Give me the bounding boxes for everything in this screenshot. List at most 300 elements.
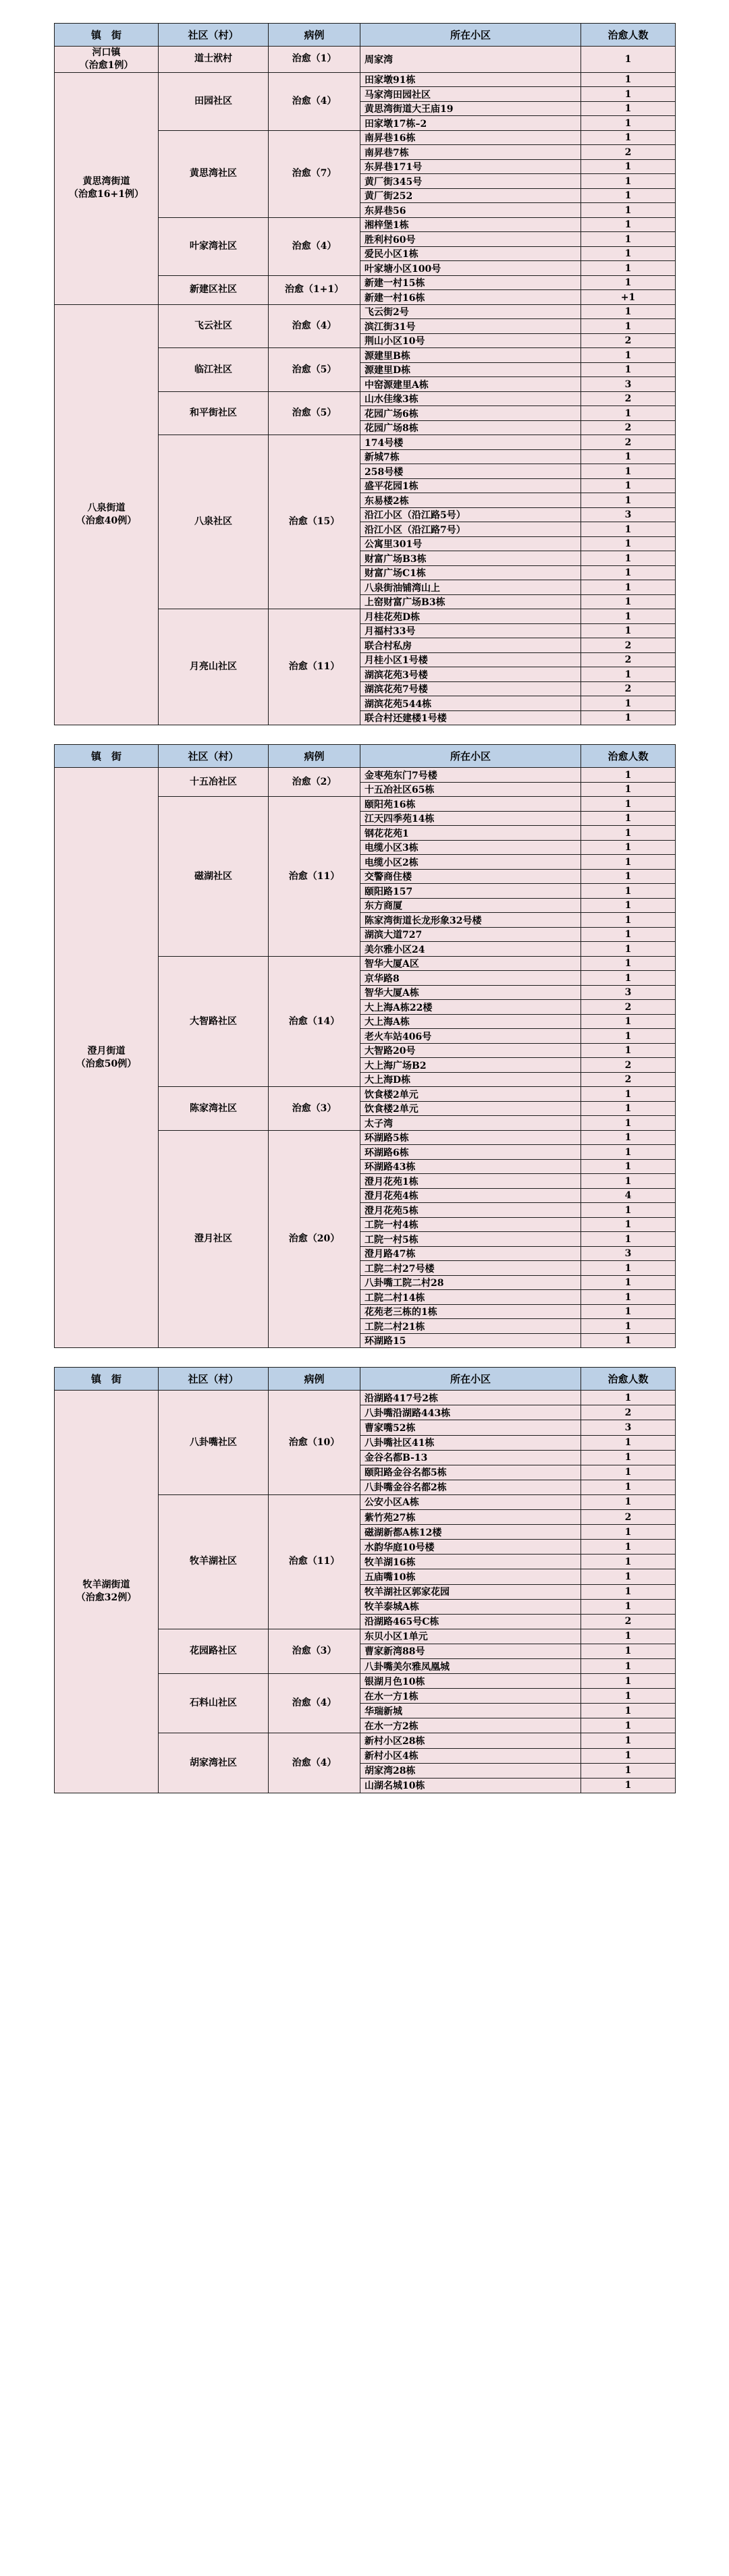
recovered-count-cell: 1 [581,174,676,189]
town-cell [55,72,159,304]
address-cell: 花园广场8栋 [360,420,581,435]
table-header-row [55,745,676,768]
community-cell: 田园社区 [159,72,269,130]
address-cell: 陈家湾街道长龙形象32号楼 [360,913,581,928]
header-town: 镇 街 [55,24,159,47]
address-cell: 新村小区4栋 [360,1748,581,1763]
recovered-count-cell: 1 [581,1203,676,1218]
address-cell: 牧羊湖社区郭家花园 [360,1584,581,1599]
recovered-count-cell: 1 [581,797,676,812]
address-cell: 东贝小区1单元 [360,1629,581,1644]
address-cell: 八卦嘴工院二村28 [360,1275,581,1290]
address-cell: 澄月花苑5栋 [360,1203,581,1218]
address-cell: 258号楼 [360,464,581,479]
address-cell: 水韵华庭10号楼 [360,1540,581,1555]
address-cell: 月桂花苑D栋 [360,609,581,624]
recovered-count-cell: 1 [581,1689,676,1704]
recovered-count-cell: 1 [581,1629,676,1644]
recovery-table [54,744,676,1348]
address-cell: 环湖路43栋 [360,1159,581,1174]
town-cell [55,1391,159,1793]
address-cell: 湖滨大道727 [360,927,581,942]
recovered-count-cell: 1 [581,522,676,537]
recovered-count-cell: 1 [581,1391,676,1405]
address-cell: 老火车站406号 [360,1029,581,1044]
recovered-count-cell: 1 [581,159,676,174]
table-header-row [55,1368,676,1391]
recovered-count-cell: 1 [581,1290,676,1305]
cases-cell: 治愈（15） [269,435,360,609]
recovered-count-cell: 1 [581,913,676,928]
recovered-count-cell: 1 [581,1217,676,1232]
address-cell: 花园广场6栋 [360,406,581,421]
recovered-count-cell: 1 [581,1778,676,1793]
town-name: 八泉街道 [87,503,126,514]
cases-cell: 治愈（11） [269,797,360,957]
address-cell: 胜利村60号 [360,232,581,247]
recovered-count-cell: 2 [581,638,676,653]
address-cell: 黄思湾街道大王庙19 [360,101,581,116]
cases-cell: 治愈（20） [269,1130,360,1348]
address-cell: 174号楼 [360,435,581,450]
header-recovered: 治愈人数 [581,1368,676,1391]
address-cell: 湘梓堡1栋 [360,217,581,232]
cases-cell: 治愈（14） [269,956,360,1087]
recovered-count-cell: 1 [581,782,676,797]
address-cell: 工院二村21栋 [360,1319,581,1334]
recovered-count-cell: 1 [581,1704,676,1718]
address-cell: 颐阳路金谷名都5栋 [360,1465,581,1480]
town-total: （治愈40例） [76,515,137,527]
recovered-count-cell: 1 [581,362,676,377]
community-cell: 胡家湾社区 [159,1733,269,1793]
recovered-count-cell: 1 [581,246,676,261]
address-cell: 大上海A栋 [360,1014,581,1029]
address-cell: 八泉街油铺湾山上 [360,580,581,595]
recovery-table [54,1367,676,1793]
recovered-count-cell: 1 [581,594,676,609]
address-cell: 牧羊湖16栋 [360,1555,581,1569]
address-cell: 华瑞新城 [360,1704,581,1718]
address-cell: 周家湾 [360,47,581,73]
address-cell: 智华大厦A栋 [360,985,581,1000]
cases-cell: 治愈（2） [269,768,360,797]
address-cell: 南昇巷16栋 [360,130,581,145]
table-header-row [55,24,676,47]
address-cell: 联合村还建楼1号楼 [360,710,581,725]
table-row [55,304,676,319]
recovered-count-cell: 1 [581,811,676,826]
recovered-count-cell: 1 [581,304,676,319]
table-row [55,768,676,783]
recovered-count-cell: 1 [581,768,676,783]
community-cell: 大智路社区 [159,956,269,1087]
recovered-count-cell: 1 [581,319,676,334]
recovered-count-cell: 1 [581,478,676,493]
header-community: 社区（村） [159,745,269,768]
town-total: （治愈1例） [79,59,134,71]
address-cell: 财富广场B3栋 [360,551,581,566]
address-cell: 大智路20号 [360,1043,581,1058]
recovery-table [54,23,676,725]
address-cell: 澄月路47栋 [360,1246,581,1261]
community-cell: 石料山社区 [159,1674,269,1733]
header-address: 所在小区 [360,24,581,47]
address-cell: 在水一方2栋 [360,1718,581,1733]
recovered-count-cell: 1 [581,869,676,884]
address-cell: 山湖名城10栋 [360,1778,581,1793]
town-cell [55,304,159,725]
address-cell: 马家湾田园社区 [360,87,581,102]
recovered-count-cell: 1 [581,1319,676,1334]
recovered-count-cell: 1 [581,1275,676,1290]
recovered-count-cell: 2 [581,435,676,450]
community-cell: 叶家湾社区 [159,217,269,275]
address-cell: 交警商住楼 [360,869,581,884]
recovered-count-cell: 1 [581,565,676,580]
address-cell: 澄月花苑1栋 [360,1174,581,1189]
address-cell: 大上海D栋 [360,1072,581,1087]
address-cell: 环湖路15 [360,1333,581,1348]
community-cell: 道士洑村 [159,47,269,73]
community-cell: 澄月社区 [159,1130,269,1348]
address-cell: 环湖路6栋 [360,1145,581,1160]
recovered-count-cell: 1 [581,1304,676,1319]
address-cell: 新城7栋 [360,449,581,464]
community-cell: 八卦嘴社区 [159,1391,269,1495]
header-town: 镇 街 [55,745,159,768]
town-name: 牧羊湖街道 [82,1579,130,1591]
recovered-count-cell: 1 [581,826,676,841]
recovered-count-cell: 1 [581,464,676,479]
address-cell: 饮食楼2单元 [360,1087,581,1102]
community-cell: 飞云社区 [159,304,269,348]
address-cell: 黄厂街252 [360,188,581,203]
community-cell: 黄思湾社区 [159,130,269,217]
address-cell: 田家墩17栋–2 [360,116,581,131]
recovered-count-cell: 1 [581,942,676,957]
address-cell: 荆山小区10号 [360,333,581,348]
header-community: 社区（村） [159,1368,269,1391]
recovered-count-cell: 1 [581,898,676,913]
recovered-count-cell: 1 [581,1087,676,1102]
address-cell: 环湖路5栋 [360,1130,581,1145]
address-cell: 在水一方1栋 [360,1689,581,1704]
recovered-count-cell: 1 [581,696,676,711]
recovered-count-cell: 1 [581,536,676,551]
recovered-count-cell: 3 [581,1246,676,1261]
recovered-count-cell: 1 [581,275,676,290]
table-gap [54,725,675,744]
cases-cell: 治愈（5） [269,391,360,435]
cases-cell: 治愈（3） [269,1629,360,1673]
recovered-count-cell: 1 [581,1494,676,1509]
recovered-count-cell: 1 [581,1333,676,1348]
address-cell: 新建一村15栋 [360,275,581,290]
town-name: 澄月街道 [87,1045,126,1057]
address-cell: 饮食楼2单元 [360,1101,581,1116]
address-cell: 曹家嘴52栋 [360,1420,581,1435]
address-cell: 澄月花苑4栋 [360,1188,581,1203]
recovered-count-cell: 1 [581,1261,676,1276]
community-cell: 月亮山社区 [159,609,269,725]
address-cell: 美尔雅小区24 [360,942,581,957]
recovered-count-cell: 1 [581,1232,676,1247]
address-cell: 工院一村4栋 [360,1217,581,1232]
recovered-count-cell: 1 [581,1763,676,1778]
address-cell: 花苑老三栋的1栋 [360,1304,581,1319]
town-total: （治愈50例） [76,1058,137,1069]
cases-cell: 治愈（1+1） [269,275,360,304]
address-cell: 江天四季苑14栋 [360,811,581,826]
recovered-count-cell: 2 [581,1058,676,1073]
address-cell: 公寓里301号 [360,536,581,551]
address-cell: 湖滨花苑3号楼 [360,667,581,682]
recovered-count-cell: 1 [581,101,676,116]
recovered-count-cell: 1 [581,1584,676,1599]
header-cases: 病例 [269,1368,360,1391]
address-cell: 十五冶社区65栋 [360,782,581,797]
address-cell: 东昇巷56 [360,203,581,218]
header-community: 社区（村） [159,24,269,47]
address-cell: 紫竹苑27栋 [360,1510,581,1525]
recovered-count-cell: 2 [581,1405,676,1420]
address-cell: 东方商厦 [360,898,581,913]
address-cell: 颐阳路157 [360,884,581,899]
recovered-count-cell: 2 [581,1000,676,1015]
recovered-count-cell: 1 [581,927,676,942]
table-row [55,1391,676,1405]
address-cell: 智华大厦A区 [360,956,581,971]
town-cell [55,768,159,1348]
address-cell: 联合村私房 [360,638,581,653]
header-recovered: 治愈人数 [581,745,676,768]
header-town: 镇 街 [55,1368,159,1391]
recovered-count-cell: 1 [581,667,676,682]
cases-cell: 治愈（11） [269,1494,360,1629]
header-cases: 病例 [269,745,360,768]
recovered-count-cell: 3 [581,507,676,522]
address-cell: 胡家湾28栋 [360,1763,581,1778]
recovered-count-cell: 1 [581,1540,676,1555]
address-cell: 中窑源建里A栋 [360,377,581,392]
address-cell: 山水佳缘3栋 [360,391,581,406]
address-cell: 磁湖新都A栋12楼 [360,1525,581,1540]
cases-cell: 治愈（1） [269,47,360,73]
address-cell: 田家墩91栋 [360,72,581,87]
address-cell: 五庙嘴10栋 [360,1569,581,1584]
town-total: （治愈32例） [76,1592,137,1604]
recovered-count-cell: 1 [581,1599,676,1614]
recovered-count-cell: 1 [581,710,676,725]
address-cell: 南昇巷7栋 [360,145,581,160]
address-cell: 工院二村14栋 [360,1290,581,1305]
address-cell: 上窑财富广场B3栋 [360,594,581,609]
address-cell: 财富广场C1栋 [360,565,581,580]
recovered-count-cell: 1 [581,1014,676,1029]
recovered-count-cell: 1 [581,855,676,870]
address-cell: 叶家塘小区100号 [360,261,581,276]
recovered-count-cell: 1 [581,188,676,203]
recovered-count-cell: 1 [581,1145,676,1160]
address-cell: 大上海A栋22楼 [360,1000,581,1015]
cases-cell: 治愈（11） [269,609,360,725]
address-cell: 飞云街2号 [360,304,581,319]
table-gap [54,1348,675,1367]
recovered-count-cell: 3 [581,1420,676,1435]
recovered-count-cell: 1 [581,1555,676,1569]
town-name: 黄思湾街道 [82,176,130,188]
address-cell: 东昇巷171号 [360,159,581,174]
recovered-count-cell: 1 [581,217,676,232]
address-cell: 京华路8 [360,971,581,986]
recovered-count-cell: 1 [581,1450,676,1465]
address-cell: 太子湾 [360,1116,581,1131]
address-cell: 金谷名都B-13 [360,1450,581,1465]
recovered-count-cell: 1 [581,609,676,624]
community-cell: 磁湖社区 [159,797,269,957]
cases-cell: 治愈（10） [269,1391,360,1495]
town-cell [55,47,159,73]
community-cell: 十五冶社区 [159,768,269,797]
recovered-count-cell: 1 [581,1733,676,1748]
recovered-count-cell: 1 [581,1435,676,1450]
cases-cell: 治愈（5） [269,348,360,392]
header-cases: 病例 [269,24,360,47]
recovered-count-cell: 1 [581,1569,676,1584]
recovered-count-cell: 1 [581,971,676,986]
header-address: 所在小区 [360,745,581,768]
recovered-count-cell: 1 [581,1644,676,1658]
address-cell: 八卦嘴美尔雅凤凰城 [360,1658,581,1673]
community-cell: 和平街社区 [159,391,269,435]
address-cell: 沿湖路465号C栋 [360,1614,581,1629]
community-cell: 临江社区 [159,348,269,392]
address-cell: 沿江小区（沿江路5号） [360,507,581,522]
cases-cell: 治愈（3） [269,1087,360,1131]
address-cell: 颐阳苑16栋 [360,797,581,812]
recovered-count-cell: 2 [581,1510,676,1525]
recovered-count-cell: 2 [581,145,676,160]
recovered-count-cell: 1 [581,1465,676,1480]
community-cell: 牧羊湖社区 [159,1494,269,1629]
recovered-count-cell: 1 [581,130,676,145]
address-cell: 八卦嘴社区41栋 [360,1435,581,1450]
address-cell: 工院二村27号楼 [360,1261,581,1276]
address-cell: 曹家新湾88号 [360,1644,581,1658]
address-cell: 湖滨花苑544栋 [360,696,581,711]
address-cell: 东易楼2栋 [360,493,581,508]
recovered-count-cell: 1 [581,1718,676,1733]
header-recovered: 治愈人数 [581,24,676,47]
recovered-count-cell: 1 [581,1159,676,1174]
recovered-count-cell: 1 [581,884,676,899]
community-cell: 八泉社区 [159,435,269,609]
recovered-count-cell: 1 [581,1029,676,1044]
community-cell: 花园路社区 [159,1629,269,1673]
recovered-count-cell: 2 [581,333,676,348]
recovered-count-cell: 1 [581,406,676,421]
address-cell: 新村小区28栋 [360,1733,581,1748]
recovered-count-cell: 2 [581,391,676,406]
recovered-count-cell: 1 [581,47,676,73]
address-cell: 金枣苑东门7号楼 [360,768,581,783]
cases-cell: 治愈（4） [269,217,360,275]
address-cell: 滨江街31号 [360,319,581,334]
address-cell: 公安小区A栋 [360,1494,581,1509]
address-cell: 八卦嘴金谷名都2栋 [360,1480,581,1494]
recovered-count-cell: 1 [581,116,676,131]
recovered-count-cell: 1 [581,203,676,218]
community-cell: 新建区社区 [159,275,269,304]
address-cell: 牧羊泰城A栋 [360,1599,581,1614]
cases-cell: 治愈（4） [269,304,360,348]
recovered-count-cell: 1 [581,232,676,247]
address-cell: 湖滨花苑7号楼 [360,681,581,696]
address-cell: 黄厂街345号 [360,174,581,189]
address-cell: 月福村33号 [360,623,581,638]
recovered-count-cell: 1 [581,1525,676,1540]
recovered-count-cell: 1 [581,1480,676,1494]
recovered-count-cell: 1 [581,580,676,595]
address-cell: 工院一村5栋 [360,1232,581,1247]
recovered-count-cell: 3 [581,985,676,1000]
address-cell: 沿江小区（沿江路7号） [360,522,581,537]
recovered-count-cell: 1 [581,1748,676,1763]
cases-cell: 治愈（4） [269,72,360,130]
recovered-count-cell: 2 [581,1614,676,1629]
address-cell: 大上海广场B2 [360,1058,581,1073]
recovered-count-cell: 1 [581,87,676,102]
recovered-count-cell: 2 [581,652,676,667]
address-cell: 盛平花园1栋 [360,478,581,493]
address-cell: 源建里D栋 [360,362,581,377]
recovered-count-cell: 1 [581,261,676,276]
address-cell: 电缆小区2栋 [360,855,581,870]
cases-cell: 治愈（7） [269,130,360,217]
recovered-count-cell: 1 [581,1674,676,1689]
recovered-count-cell: 1 [581,1174,676,1189]
town-total: （治愈16+1例） [69,189,144,200]
address-cell: 月桂小区1号楼 [360,652,581,667]
recovered-count-cell: 3 [581,377,676,392]
recovered-count-cell: 1 [581,840,676,855]
recovered-count-cell: 1 [581,551,676,566]
recovered-count-cell: 1 [581,449,676,464]
recovered-count-cell: 1 [581,1101,676,1116]
recovered-count-cell: 1 [581,493,676,508]
recovered-count-cell: 1 [581,623,676,638]
recovered-count-cell: 1 [581,1116,676,1131]
address-cell: 银湖月色10栋 [360,1674,581,1689]
address-cell: 八卦嘴沿湖路443栋 [360,1405,581,1420]
recovered-count-cell: 1 [581,72,676,87]
recovered-count-cell: 1 [581,1658,676,1673]
address-cell: 爱民小区1栋 [360,246,581,261]
community-cell: 陈家湾社区 [159,1087,269,1131]
recovered-count-cell: 2 [581,1072,676,1087]
cases-cell: 治愈（4） [269,1733,360,1793]
recovered-count-cell: 1 [581,348,676,363]
recovered-count-cell: 1 [581,956,676,971]
address-cell: 钢花花苑1 [360,826,581,841]
recovered-count-cell: 2 [581,420,676,435]
cases-cell: 治愈（4） [269,1674,360,1733]
recovered-count-cell: 1 [581,1130,676,1145]
recovered-count-cell: +1 [581,290,676,305]
recovered-count-cell: 2 [581,681,676,696]
header-address: 所在小区 [360,1368,581,1391]
